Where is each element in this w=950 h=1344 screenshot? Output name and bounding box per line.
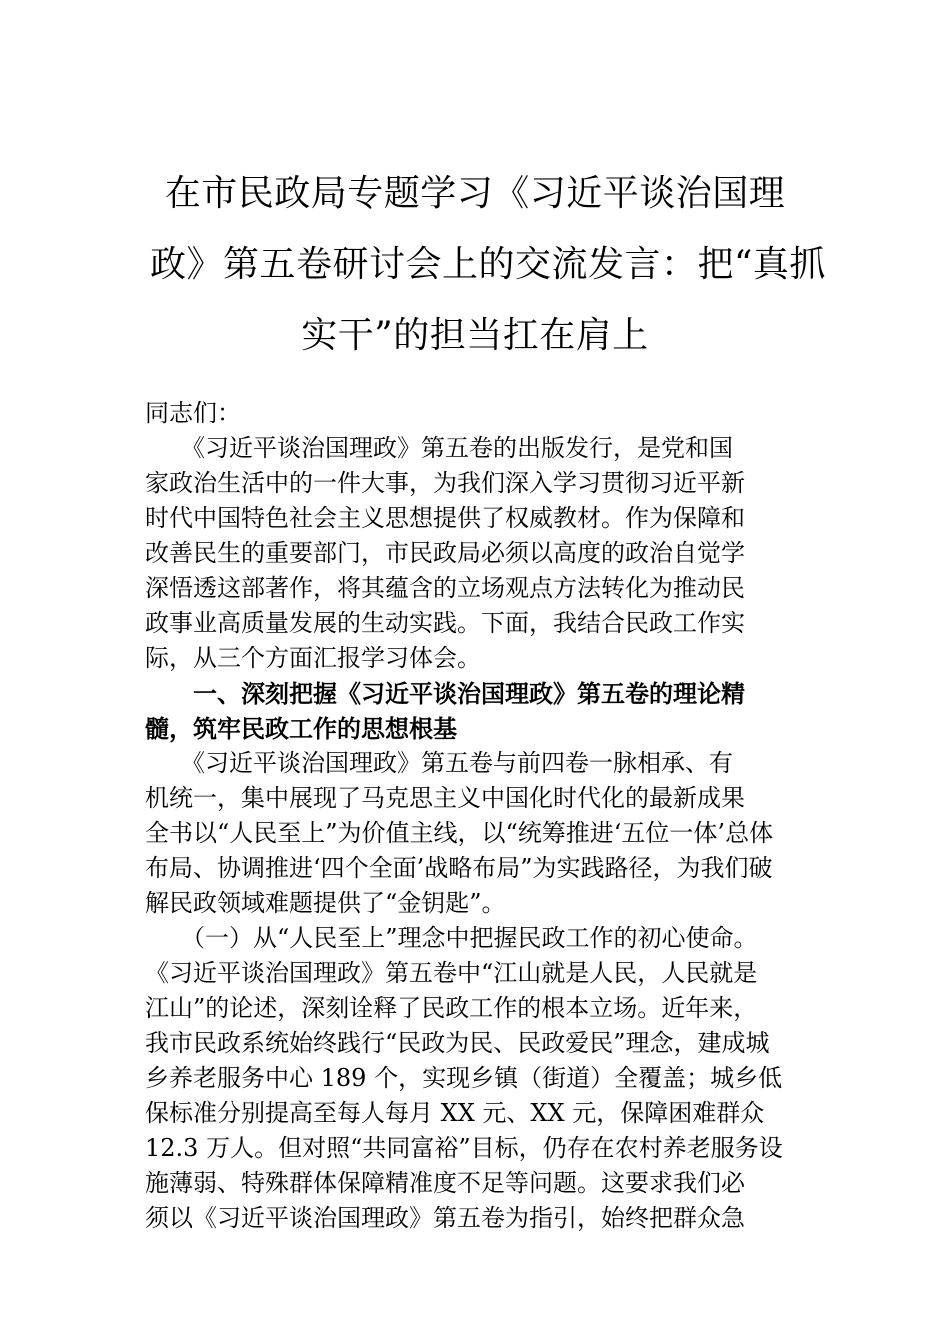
document-title (150, 158, 826, 371)
body-line: 际，从三个方面汇报学习体会。 (145, 644, 481, 672)
body-line: 施薄弱、特殊群体保障精准度不足等问题。这要求我们必 (145, 1169, 745, 1197)
body-line: 《习近平谈治国理政》第五卷的出版发行，是党和国 (145, 434, 733, 462)
body-line: 深悟透这部著作，将其蕴含的立场观点方法转化为推动民 (145, 574, 745, 602)
body-line: 时代中国特色社会主义思想提供了权威教材。作为保障和 (145, 504, 745, 532)
subsection-heading-line: （一）从“人民至上”理念中把握民政工作的初心使命。 (145, 924, 758, 952)
title-line: 实干”的担当扛在肩上 (301, 315, 649, 356)
title-line: 政》第五卷研讨会上的交流发言：把“真抓 (150, 244, 826, 285)
salutation: 同志们： (145, 399, 241, 427)
body-line: 《习近平谈治国理政》第五卷中“江山就是人民，人民就是 (145, 959, 758, 987)
body-line: 江山”的论述，深刻诠释了民政工作的根本立场。近年来， (145, 994, 758, 1022)
body-line: 须以《习近平谈治国理政》第五卷为指引，始终把群众急 (145, 1204, 745, 1232)
body-line: 《习近平谈治国理政》第五卷与前四卷一脉相承、有 (145, 749, 733, 777)
body-line: 解民政领域难题提供了“金钥匙”。 (145, 889, 506, 917)
body-line: 政事业高质量发展的生动实践。下面，我结合民政工作实 (145, 609, 745, 637)
document-body (145, 396, 807, 1236)
body-line: 机统一，集中展现了马克思主义中国化时代化的最新成果 (145, 784, 745, 812)
body-line: 我市民政系统始终践行“民政为民、民政爱民”理念，建成城 (145, 1029, 770, 1057)
title-line: 在市民政局专题学习《习近平谈治国理 (164, 173, 786, 214)
body-line: 改善民生的重要部门，市民政局必须以高度的政治自觉学 (145, 539, 745, 567)
body-line: 全书以“人民至上”为价值主线，以“统筹推进‘五位一体’总体 (145, 819, 774, 847)
body-line: 家政治生活中的一件大事，为我们深入学习贯彻习近平新 (145, 469, 745, 497)
body-line: 保标准分别提高至每人每月 XX 元、XX 元，保障困难群众 (145, 1099, 765, 1127)
body-line: 乡养老服务中心 189 个，实现乡镇（街道）全覆盖；城乡低 (145, 1064, 783, 1092)
section-heading-line: 一、深刻把握《习近平谈治国理政》第五卷的理论精 (145, 679, 745, 708)
section-heading-line: 髓，筑牢民政工作的思想根基 (145, 714, 457, 743)
body-line: 布局、协调推进‘四个全面’战略布局”为实践路径，为我们破 (145, 854, 773, 882)
body-line: 12.3 万人。但对照“共同富裕”目标，仍存在农村养老服务设 (145, 1134, 783, 1162)
